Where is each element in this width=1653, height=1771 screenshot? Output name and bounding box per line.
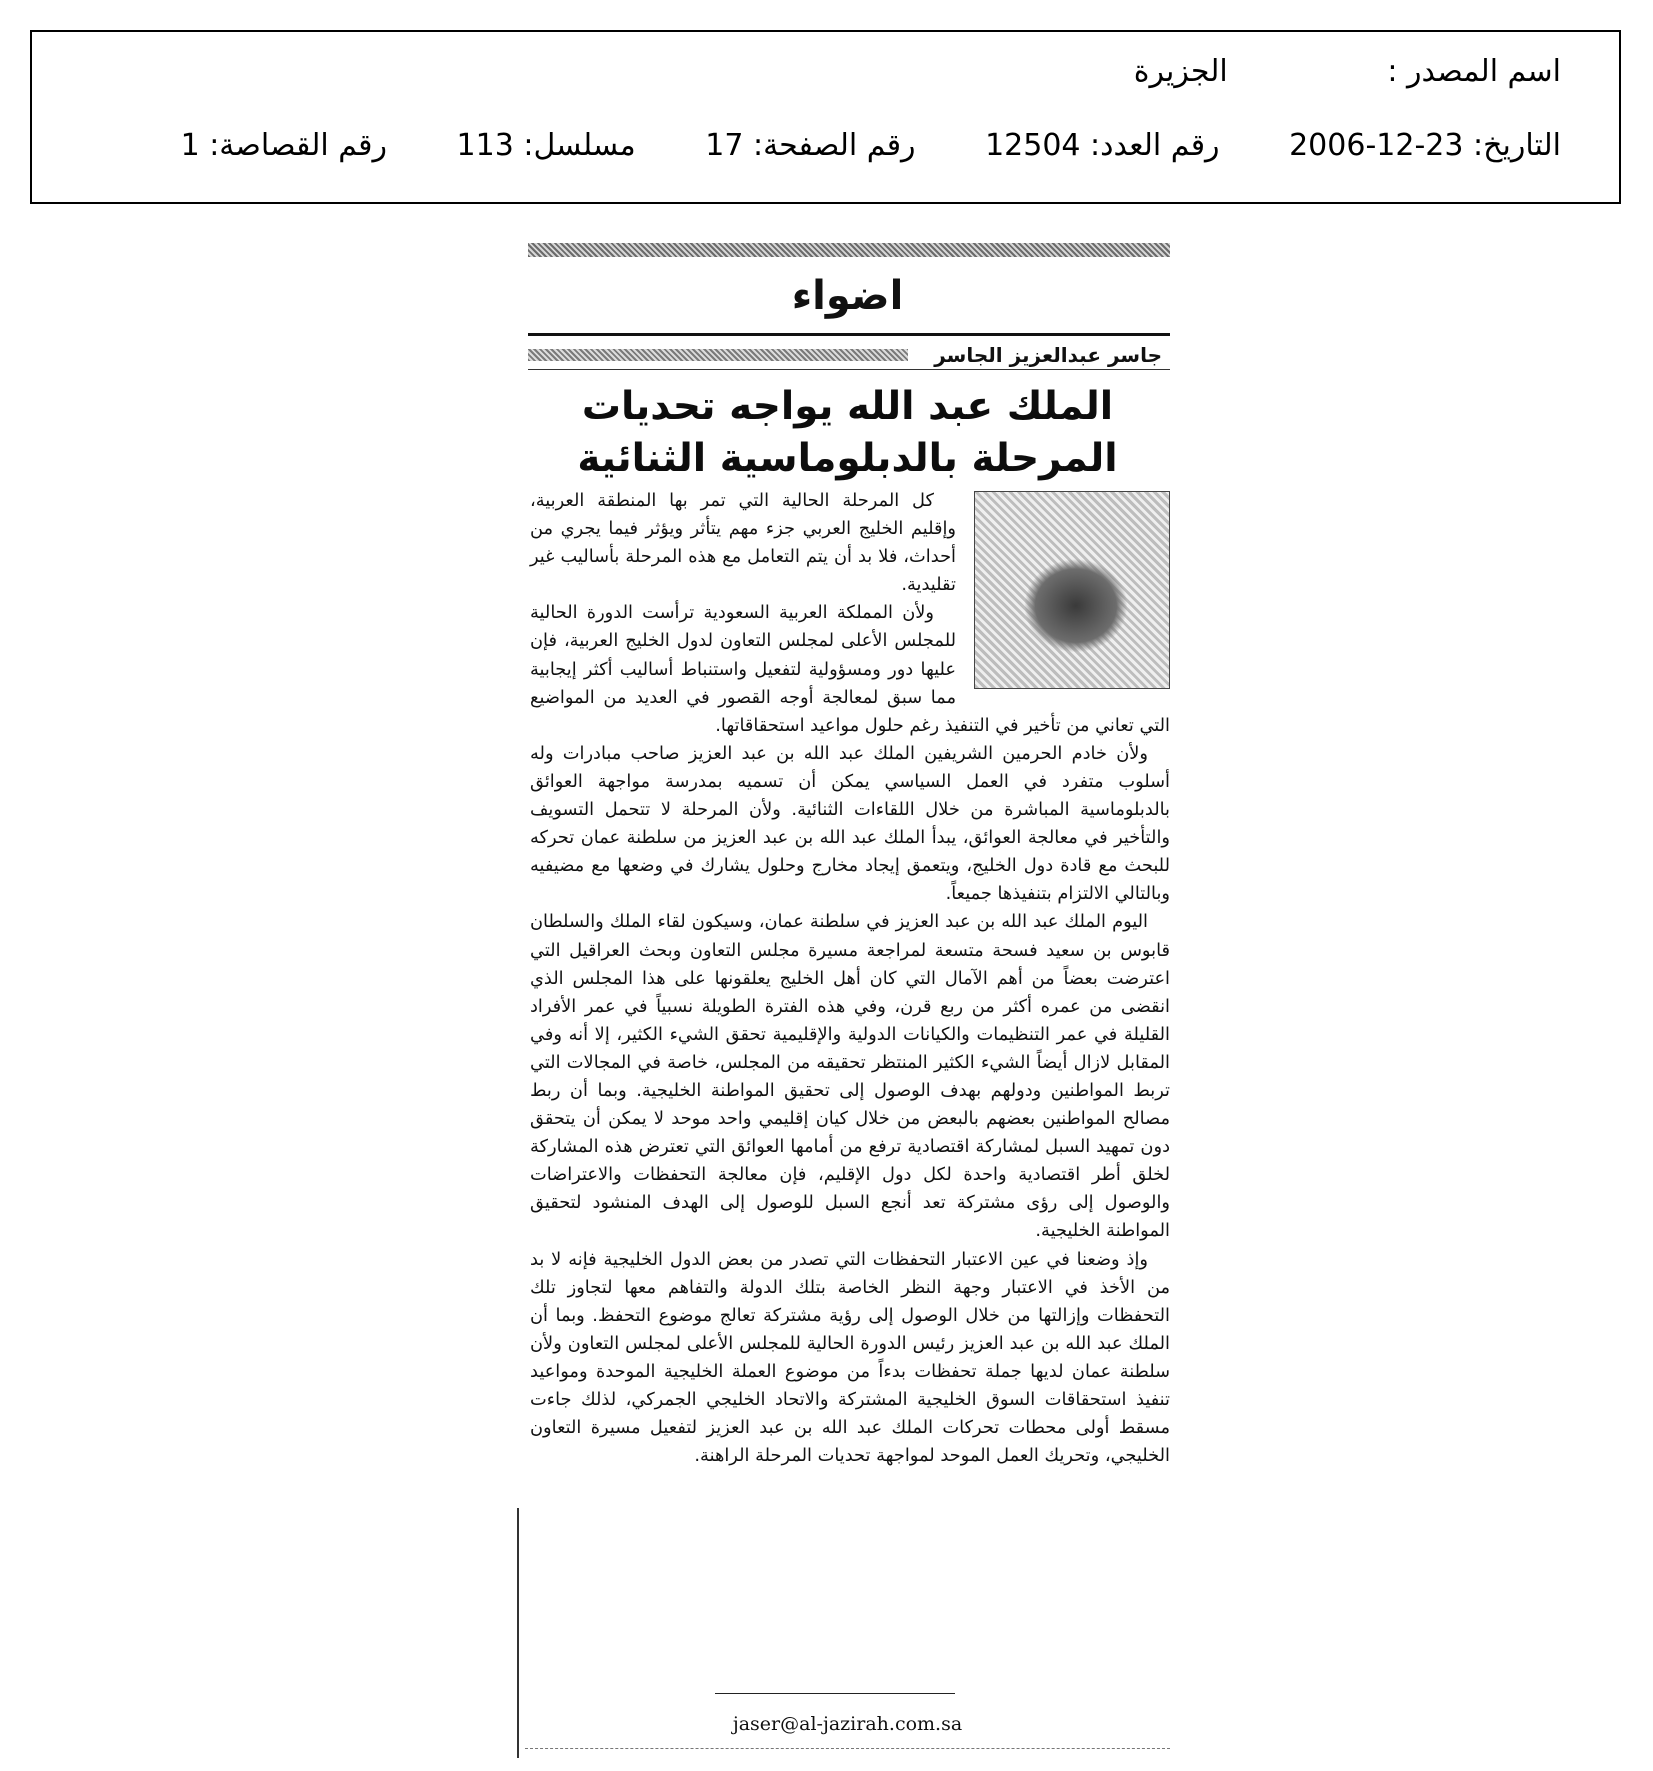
serial-field: مسلسل: 113 xyxy=(456,128,636,163)
byline-hatch-divider xyxy=(528,349,908,361)
article-end-rule xyxy=(715,1693,955,1694)
article-paragraph-4: اليوم الملك عبد الله بن عبد العزيز في سلطنة عمان، وسيكون لقاء الملك والسلطان قابوس بن سعيد فسحة متسعة لمراجعة مسيرة مجلس التعاون وبحث العراقيل التي اعترضت بعضاً من أهم الآمال التي كان أهل الخليج يعلقونها على هذا المجلس الذي انقضى من عمره أكثر من ربع قرن، وفي هذه الفترة الطويلة نسبياً في عمر الأفراد القليلة في عمر التنظيمات والكيانات الدولية والإقليمية تحقق الشيء الكثير، إلا أنه وفي المقابل لازال أيضاً الشيء الكثير المنتظر تحقيقه من المجلس، خاصة في المجالات التي تربط المواطنين ودولهم بهدف الوصول إلى تحقيق المواطنة الخليجية. وبما أن ربط مصالح المواطنين بعضهم بالبعض من خلال كيان إقليمي واحد موحد لا يمكن أن يتحقق دون تمهيد السبل لمشاركة اقتصادية ترفع من أمامها العوائق التي تعترض هذه المشاركة لخلق أطر اقتصادية واحدة لكل دول الإقليم، فإن معالجة التحفظات والاعتراضات والوصول إلى رؤى مشتركة تعد أنجع السبل للوصول إلى الهدف المنشود لتحقيق المواطنة الخليجية. xyxy=(530,911,1170,1242)
top-hatch-divider xyxy=(528,243,1170,257)
article-paragraph-2: ولأن المملكة العربية السعودية ترأست الدورة الحالية للمجلس الأعلى لمجلس التعاون لدول الخليج العربية، فإن عليها دور ومسؤولية لتفعيل واستنباط أساليب أكثر إيجابية مما سبق لمعالجة أوجه القصور في العديد من المواضيع التي تعاني من تأخير في التنفيذ رغم حلول مواعيد استحقاقاتها. xyxy=(530,602,1170,736)
date-field: التاريخ: 23-12-2006 xyxy=(1289,128,1561,163)
source-value: الجزيرة xyxy=(1133,54,1228,89)
headline-line-1: الملك عبد الله يواجه تحديات xyxy=(581,384,1114,429)
headline xyxy=(525,381,1170,485)
source-metadata-box xyxy=(30,30,1621,204)
issue-info-row xyxy=(121,128,1561,163)
article-paragraph-1: كل المرحلة الحالية التي تمر بها المنطقة العربية، وإقليم الخليج العربي جزء مهم يتأثر ويؤثر فيما يجري من أحداث، فلا بد أن يتم التعامل مع هذه المرحلة بأساليب غير تقليدية. xyxy=(530,490,956,596)
headline-line-2: المرحلة بالدبلوماسية الثنائية xyxy=(577,436,1118,481)
issue-number-field: رقم العدد: 12504 xyxy=(985,128,1220,163)
newspaper-clipping xyxy=(525,243,1170,1758)
column-rule xyxy=(517,1508,519,1758)
bottom-divider xyxy=(525,1748,1170,1749)
page-number-field: رقم الصفحة: 17 xyxy=(705,128,916,163)
article-paragraph-5: وإذ وضعنا في عين الاعتبار التحفظات التي تصدر من بعض الدول الخليجية فإنه لا بد من الأخذ في الاعتبار وجهة النظر الخاصة بتلك الدولة والتفاهم معها لتجاوز تلك التحفظات وإزالتها من خلال الوصول إلى رؤية مشتركة تعالج موضوع التحفظ. وبما أن الملك عبد الله بن عبد العزيز رئيس الدورة الحالية للمجلس الأعلى لمجلس التعاون ولأن سلطنة عمان لديها جملة تحفظات بدءاً من موضوع العملة الخليجية الموحدة ومواعيد تنفيذ استحقاقات السوق الخليجية المشتركة والاتحاد الخليجي الجمركي، لذلك جاءت مسقط أولى محطات تحركات الملك عبد الله بن عبد العزيز لتفعيل مسيرة التعاون الخليجي، وتحريك العمل الموحد لمواجهة تحديات المرحلة الراهنة. xyxy=(530,1248,1170,1467)
source-label: اسم المصدر : xyxy=(1387,54,1561,89)
article-paragraph-3: ولأن خادم الحرمين الشريفين الملك عبد الله بن عبد العزيز صاحب مبادرات وله أسلوب متفرد في العمل السياسي يمكن أن تسميه بمدرسة مواجهة العوائق بالدبلوماسية المباشرة من خلال اللقاءات الثنائية. ولأن المرحلة لا تتحمل التسويف والتأخير في معالجة العوائق، يبدأ الملك عبد الله بن عبد العزيز من سلطنة عمان تحركه للبحث مع قادة دول الخليج، ويتعمق إيجاد مخارج وحلول يشارك في وضعها مع مضيفيه وبالتالي الالتزام بتنفيذها جميعاً. xyxy=(530,742,1170,905)
section-logo: اضواء xyxy=(791,273,904,319)
byline-underline xyxy=(528,369,1170,370)
author-photo xyxy=(974,491,1170,689)
byline-rule xyxy=(528,333,1170,336)
author-email: jaser@al-jazirah.com.sa xyxy=(732,1713,963,1735)
source-row xyxy=(1134,54,1561,89)
clip-number-field: رقم القصاصة: 1 xyxy=(180,128,387,163)
byline: جاسر عبدالعزيز الجاسر xyxy=(934,343,1162,367)
